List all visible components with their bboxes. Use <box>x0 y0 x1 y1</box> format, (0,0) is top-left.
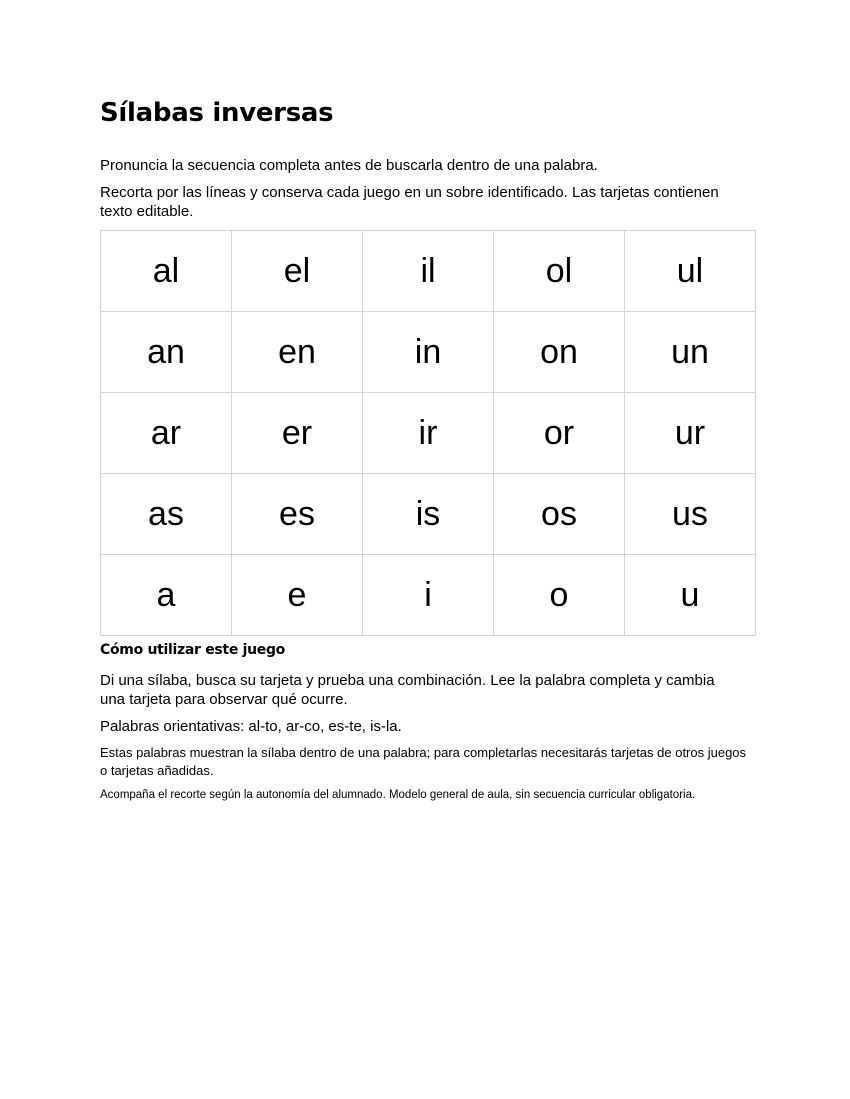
syllable-card: er <box>232 393 363 474</box>
page-title: Sílabas inversas <box>100 98 334 128</box>
card-row <box>101 393 756 474</box>
syllable-card: us <box>625 474 756 555</box>
syllable-card: is <box>363 474 494 555</box>
syllable-card: un <box>625 312 756 393</box>
card-row <box>101 555 756 636</box>
syllable-card: es <box>232 474 363 555</box>
syllable-card: en <box>232 312 363 393</box>
card-row <box>101 312 756 393</box>
syllable-card: il <box>363 231 494 312</box>
syllable-card: or <box>494 393 625 474</box>
how-to-instructions: Di una sílaba, busca su tarjeta y prueba una combinación. Lee la palabra completa y cambia una tarjeta para observar qué ocurre. <box>100 672 715 708</box>
card-row <box>101 474 756 555</box>
syllable-card: i <box>363 555 494 636</box>
how-to-heading: Cómo utilizar este juego <box>100 642 285 658</box>
syllable-card: o <box>494 555 625 636</box>
syllable-card: an <box>101 312 232 393</box>
syllable-card: os <box>494 474 625 555</box>
syllable-card: a <box>101 555 232 636</box>
syllable-card: ol <box>494 231 625 312</box>
intro-cutting-instructions: Recorta por las líneas y conserva cada juego en un sobre identificado. Las tarjetas contienen texto editable. <box>100 184 719 220</box>
syllable-card: al <box>101 231 232 312</box>
syllable-card: ir <box>363 393 494 474</box>
syllable-card: on <box>494 312 625 393</box>
syllable-card: ar <box>101 393 232 474</box>
syllable-card-grid <box>100 230 756 636</box>
footer-note: Acompaña el recorte según la autonomía del alumnado. Modelo general de aula, sin secuencia curricular obligatoria. <box>100 789 696 801</box>
syllable-card: u <box>625 555 756 636</box>
syllable-card: e <box>232 555 363 636</box>
syllable-card: as <box>101 474 232 555</box>
intro-pronunciation: Pronuncia la secuencia completa antes de buscarla dentro de una palabra. <box>100 157 598 174</box>
syllable-card: in <box>363 312 494 393</box>
syllable-card: ur <box>625 393 756 474</box>
guide-words: Palabras orientativas: al-to, ar-co, es-te, is-la. <box>100 718 402 735</box>
syllable-card: el <box>232 231 363 312</box>
card-row <box>101 231 756 312</box>
syllable-card: ul <box>625 231 756 312</box>
guide-words-note: Estas palabras muestran la sílaba dentro de una palabra; para completarlas necesitarás tarjetas de otros juegos o tarjetas añadidas. <box>100 745 747 778</box>
